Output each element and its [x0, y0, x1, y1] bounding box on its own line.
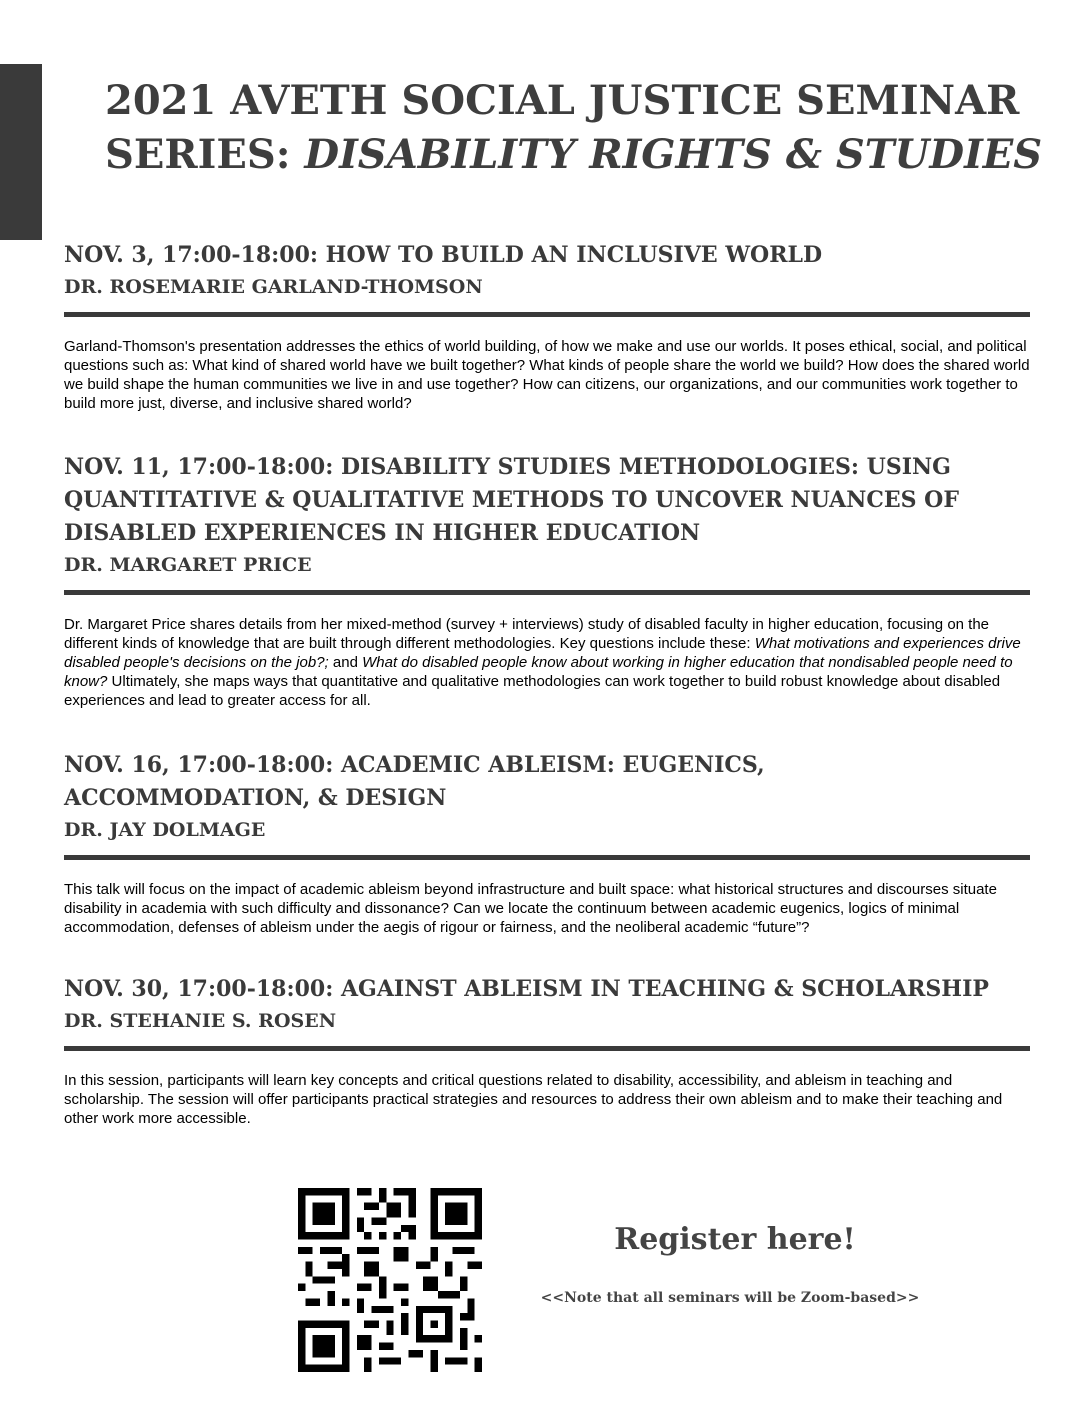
session-description: This talk will focus on the impact of academic ableism beyond infrastructure and built space: what historical structures and discourses situate disability in academia with such difficulty and dissonance? Can we locate the continuum between academic eugenics, logics of minimal accommodation, defenses of ableism under the aegis of rigour or fairness, and the neoliberal academic “future”?	[64, 881, 997, 936]
section-divider	[64, 855, 1030, 860]
title-main: 2021 AVETH SOCIAL JUSTICE SEMINAR SERIES:	[105, 77, 1020, 178]
description-text: Dr. Margaret Price shares details from her mixed-method (survey + interviews) study of disabled faculty in higher education, focusing on the different kinds of knowledge that are built through different methodologies. Key questions include these:	[64, 616, 990, 652]
section-divider	[64, 590, 1030, 595]
session-title: NOV. 3, 17:00-18:00: HOW TO BUILD AN INCLUSIVE WORLD	[64, 242, 823, 268]
session-title: NOV. 11, 17:00-18:00: DISABILITY STUDIES METHODOLOGIES: USING QUANTITATIVE & QUALITATIVE METHODS TO UNCOVER NUANCES OF DISABLED EXPERIENCES IN HIGHER EDUCATION	[64, 454, 959, 546]
session-nov-3	[64, 239, 1030, 413]
description-text: Ultimately, she maps ways that quantitative and qualitative methodologies can work together to build robust knowledge about disabled experiences and lead to greater access for all.	[64, 673, 1001, 709]
session-title: NOV. 30, 17:00-18:00: AGAINST ABLEISM IN TEACHING & SCHOLARSHIP	[64, 976, 989, 1002]
register-link[interactable]: Register here!	[614, 1222, 856, 1257]
section-divider	[64, 312, 1030, 317]
session-description: Garland-Thomson's presentation addresses the ethics of world building, of how we make and use our worlds. It poses ethical, social, and political questions such as: What kind of shared world have we built together? What kinds of people share the world we build? How does the shared world we build shape the human communities we live in and use together? How can citizens, our organizations, and our communities work together to build more just, diverse, and inclusive shared world?	[64, 338, 1030, 412]
side-accent-bar	[0, 64, 42, 240]
description-question: What do disabled people know about working in higher education that nondisabled people need to know?	[64, 654, 1013, 690]
session-nov-11	[64, 451, 1030, 710]
session-description	[64, 615, 1030, 710]
zoom-note: <<Note that all seminars will be Zoom-based>>	[540, 1290, 920, 1306]
session-nov-16	[64, 749, 1030, 937]
title-subtitle: DISABILITY RIGHTS & STUDIES	[304, 131, 1043, 178]
session-speaker: DR. ROSEMARIE GARLAND-THOMSON	[64, 276, 483, 298]
description-text: and	[328, 654, 363, 671]
description-question: What motivations and experiences drive disabled people's decisions on the job?;	[64, 635, 1021, 671]
session-title: NOV. 16, 17:00-18:00: ACADEMIC ABLEISM: EUGENICS, ACCOMMODATION, & DESIGN	[64, 752, 765, 811]
qr-code-icon[interactable]	[298, 1188, 482, 1372]
session-description: In this session, participants will learn key concepts and critical questions related to disability, accessibility, and ableism in teaching and scholarship. The session will offer participants practical strategies and resources to address their own ableism and to make their teaching and other work more accessible.	[64, 1072, 1003, 1127]
session-speaker: DR. JAY DOLMAGE	[64, 819, 266, 841]
session-speaker: DR. STEHANIE S. ROSEN	[64, 1010, 337, 1032]
page-title	[105, 74, 1065, 182]
session-nov-30	[64, 973, 1030, 1128]
section-divider	[64, 1046, 1030, 1051]
session-speaker: DR. MARGARET PRICE	[64, 554, 312, 576]
